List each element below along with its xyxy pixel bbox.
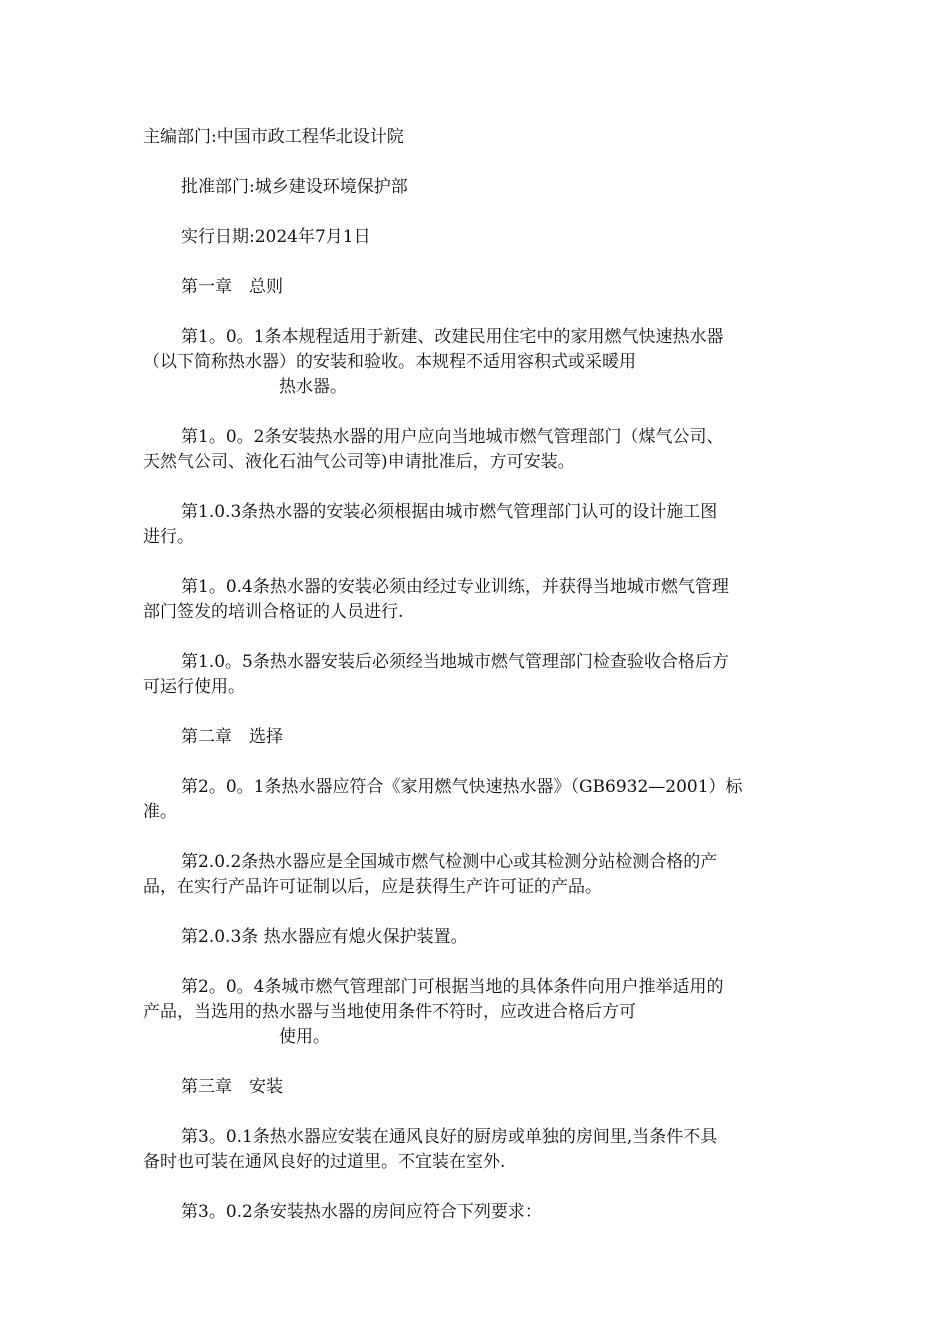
article-2-0-3: 第2.0.3条 热水器应有熄火保护装置。 xyxy=(181,927,468,947)
article-2-0-4: 第2。0。4条城市燃气管理部门可根据当地的具体条件向用户推举适用的 产品，当选用的热水器与当地使用条件不符时，应改进合格后方可 使用。 xyxy=(143,977,724,1047)
chapter-3-heading: 第三章 安装 xyxy=(181,1077,283,1097)
document-body xyxy=(143,125,813,1250)
article-1-0-1: 第1。0。1条本规程适用于新建、改建民用住宅中的家用燃气快速热水器 （以下简称热水器）的安装和验收。本规程不适用容积式或采暖用 热水器。 xyxy=(143,327,724,397)
article-3-0-1: 第3。0.1条热水器应安装在通风良好的厨房或单独的房间里,当条件不具 备时也可装在通风良好的过道里。不宜装在室外. xyxy=(143,1127,718,1172)
article-1-0-3: 第1.0.3条热水器的安装必须根据由城市燃气管理部门认可的设计施工图 进行。 xyxy=(143,502,718,547)
article-1-0-5: 第1.0。5条热水器安装后必须经当地城市燃气管理部门检查验收合格后方 可运行使用。 xyxy=(143,652,729,697)
article-2-0-1: 第2。0。1条热水器应符合《家用燃气快速热水器》（GB6932—2001）标 准。 xyxy=(143,777,743,822)
effective-date: 实行日期:2024年7月1日 xyxy=(181,227,371,247)
chapter-2-heading: 第二章 选择 xyxy=(181,727,283,747)
article-3-0-2: 第3。0.2条安装热水器的房间应符合下列要求： xyxy=(181,1202,542,1222)
approval-department: 批准部门:城乡建设环境保护部 xyxy=(181,177,408,197)
article-1-0-2: 第1。0。2条安装热水器的用户应向当地城市燃气管理部门（煤气公司、 天然气公司、液化石油气公司等)申请批准后，方可安装。 xyxy=(143,427,724,472)
chapter-1-heading: 第一章 总则 xyxy=(181,277,283,297)
editor-department: 主编部门:中国市政工程华北设计院 xyxy=(143,127,404,147)
article-2-0-2: 第2.0.2条热水器应是全国城市燃气检测中心或其检测分站检测合格的产 品，在实行产品许可证制以后，应是获得生产许可证的产品。 xyxy=(143,852,718,897)
article-1-0-4: 第1。0.4条热水器的安装必须由经过专业训练，并获得当地城市燃气管理 部门签发的培训合格证的人员进行. xyxy=(143,577,729,622)
